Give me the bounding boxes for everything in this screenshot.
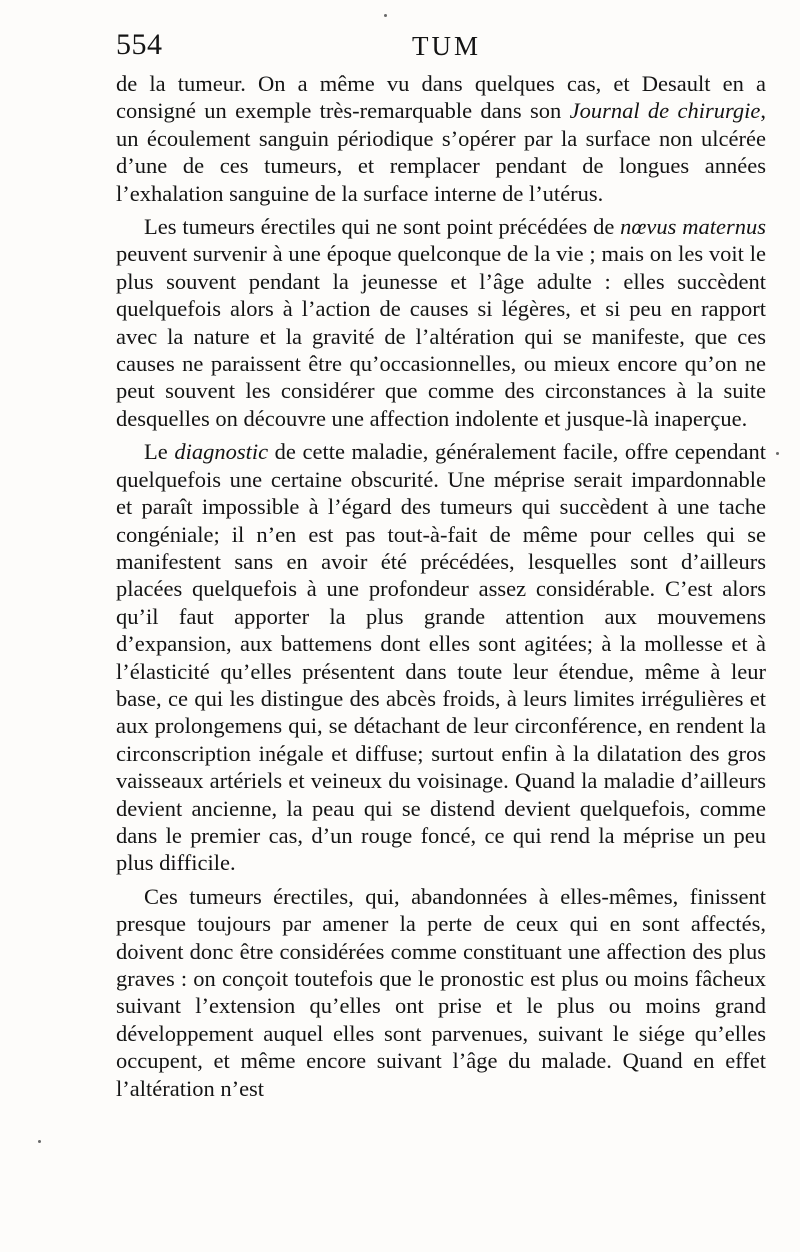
paragraph-3-text-a: Le (144, 439, 175, 465)
running-head (116, 28, 766, 68)
paragraph-1-text-b: , un écoulement sanguin périodique s’opérer par la surface non ulcérée d’une de ces tumeurs, et remplacer pendant de longues années l’exhalation sanguine de la surface interne de l’utérus. (116, 98, 766, 206)
paragraph-4-text: Ces tumeurs érectiles, qui, abandonnées à elles-mêmes, finissent presque toujours par amener la perte de ceux qui en sont affectés, doivent donc être considérées comme constituant une affection des plus graves : on conçoit toutefois que le pronostic est plus ou moins fâcheux suivant l’extension qu’elles ont prise et le plus ou moins grand développement auquel elles sont parvenues, suivant le siége qu’elles occupent, et même encore suivant l’âge du malade. Quand en effet l’altération n’est (116, 883, 766, 1101)
paragraph-2-text-a: Les tumeurs érectiles qui ne sont point précédées de (144, 214, 621, 240)
latin-term: nœvus maternus (620, 214, 766, 240)
page-number: 554 (116, 28, 163, 61)
paragraph-diagnostic (116, 438, 766, 877)
paragraph-1-text-a: de la tumeur. On a même vu dans quelques cas, et Desault en a consigné un exemple très-remarquable dans son (116, 71, 766, 124)
body-text (116, 70, 766, 1102)
margin-speck (384, 14, 387, 17)
paragraph-3-text-b: de cette maladie, généralement facile, offre cependant quelquefois une certaine obscurité. Une méprise serait impardonnable et paraît impossible à l’égard des tumeurs qui succèdent à une tache congéniale; il n’en est pas tout-à-fait de même pour celles qui se manifestent sans en avoir été précédées, lesquelles sont d’ailleurs placées quelquefois à une profondeur assez considérable. C’est alors qu’il faut apporter la plus grande attention aux mouvemens d’expansion, aux battemens dont elles sont agitées; à la mollesse et à l’élasticité qu’elles présentent dans toute leur étendue, même à leur base, ce qui les distingue des abcès froids, à leurs limites irrégulières et aux prolongemens qui, se détachant de leur circonférence, en rendent la circonscription inégale et diffuse; surtout enfin à la dilatation des gros vaisseaux artériels et veineux du voisinage. Quand la maladie d’ailleurs devient ancienne, la peau qui se distend devient quelquefois, comme dans le premier cas, d’un rouge foncé, ce qui rend la méprise un peu plus difficile. (116, 439, 766, 876)
journal-title: Journal de chirurgie (569, 98, 761, 124)
paragraph-erectile-tumours-onset (116, 213, 766, 432)
paragraph-2-text-b: peuvent survenir à une époque quelconque de la vie ; mais on les voit le plus souvent pendant la jeunesse et l’âge adulte : elles succèdent quelquefois alors à l’action de causes si légères, et si peu en rapport avec la nature et la gravité de l’altération qui se manifeste, que ces causes ne paraissent être qu’occasionnelles, ou mieux encore qu’on ne peut souvent les considérer que comme des circonstances à la suite desquelles on découvre une affection indolente et jusque-là inaperçue. (116, 241, 766, 431)
diagnostic-term: diagnostic (174, 439, 269, 465)
paragraph-prognosis (116, 883, 766, 1102)
running-title: TUM (412, 31, 481, 61)
paragraph-continued (116, 70, 766, 207)
margin-speck (776, 452, 779, 455)
margin-speck (38, 1140, 41, 1143)
